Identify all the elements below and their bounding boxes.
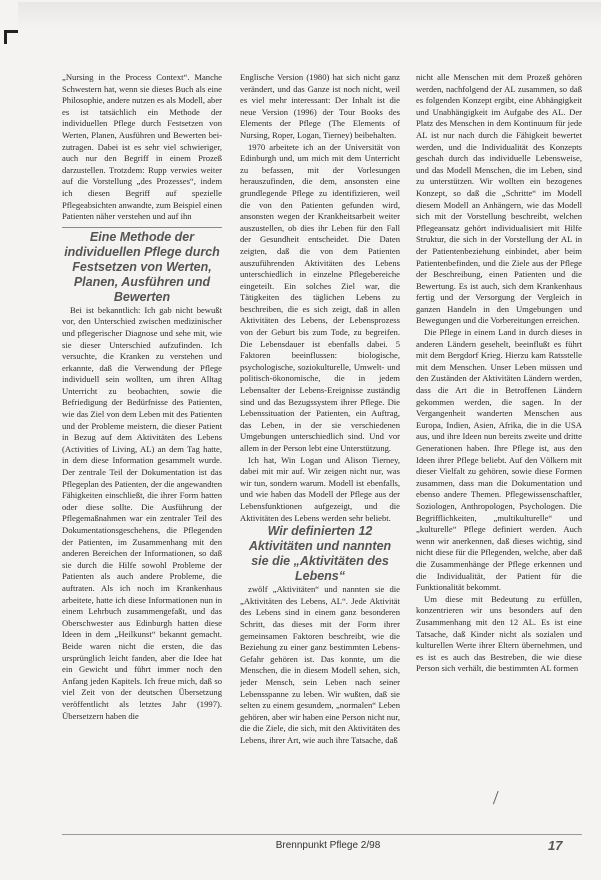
column-3: [416, 72, 582, 832]
col1-subheading: Eine Methode der individuellen Pflege durch Festsetzen von Werten, Planen, Ausführen und Bewerten: [64, 229, 220, 304]
col2-paragraph-2: 1970 arbeitete ich an der Universität von Edinburgh und, um mich mit dem Unterricht zu befassen, mit der Vorlesungen herauszufinden, die dem, ansonsten eine grundlegende Pflege zu identifizieren, weil die von den Patienten gefunden wird, ansonsten wegen der Krankheitsarbeit weiter auszustellen, ob dies ihr Leben für den Fall der Gesundheit entscheidet. Die Daten zeigten, daß die von dem Patienten auszuführenden Aktivitäten des Lebens unterschiedlich in einzelne Pflegebereiche eingeteilt. Ein solches Ziel war, die Tätigkeiten des täglichen Lebens zu beschreiben, die es sich zeigt, daß in allen Aktivitäten des Lebens, der Lebensprozess von der Geburt bis zum Tode, zu begreifen. Die Lebensdauer ist ebenfalls dabei. 5 Faktoren beeinflussen: biologische, psychologische, soziokulturelle, Umwelt- und politisch-ökonomische, die in jedem Lebensalter der Lebens-Ereignisse zuständig sind und das Bezugssystem ihrer Pflege. Die Lebenssituation der Patienten, ein Auftrag, das Leben, in der sie verschiedenen Umgebungen unterschiedlich sind. Und vor allem in der Person lebt eine Unterstützung.: [240, 141, 400, 453]
scan-top-band: [18, 2, 601, 28]
journal-footer: Brennpunkt Pflege 2/98: [275, 840, 381, 851]
heading-rule: [62, 227, 222, 228]
col2-paragraph-4: zwölf „Aktivitäten“ und nannten sie die „Aktivitäten des Lebens, AL“. Jede Aktivität des Lebens sind in einem ganz besonderen Schritt, das dieses mit der Form ihrer gemeinsamen Faktoren beschreibt, wie die Beziehung zu einer ganz bestimmten Lebens-Gefahr gehören ist. Das konnte, um die Menschen, die in diesem Modell sehen, sich, jeder Mensch, sein Leben nach seiner Lebensspanne zu leben. Wir wußten, daß sie selten zu einem gesundem, „normalen“ Leben gehören, aber wir haben eine Person nicht nur, die die Ziele, die sich, mit den Aktivitäten des Lebens, ihrer Art, wie auch ihre Tatsache, daß: [240, 584, 400, 745]
col2-subheading: Wir definierten 12 Aktivitäten und nannten sie die „Aktivitäten des Lebens“: [248, 524, 392, 584]
column-2: [240, 72, 400, 832]
crop-mark-vertical: [4, 30, 7, 44]
col1-paragraph-2: Bei ist bekanntlich: Ich gab nicht bewußt vor, den Unterschied zwischen medizinischer und pflegerischer Diagnose und sehe mit, wie sie dieser Unterschied aufzufinden. Ich versuchte, die Kranken zu verstehen und erkannte, daß die Verwendung der Pflege individuell sein wollten, um ihren Alltag Unterricht zu beobachten, sowie die Befriedigung der Bedürfnisse des Patienten, wie das Ziel von dem Leben mit des Patienten und der Probleme meistern, die dieser Patient in Bezug auf dem Aktivitäten des Lebens (Activities of Living, AL) an dem Tag hatte, in dem diese Information gesammelt wurde. Der zentrale Teil der Dokumentation ist das Pflegeplan des Patienten, der die angewandten Fähigkeiten einschließt, die ihrer Form hatten oder diese sollte. Die Ausführung der Pflegemaßnahmen war ein zentraler Teil des Dokumentationsgeschehens, die Pflegenden der Patienten, im Zusammenhang mit den anderen Bereichen der Informationen, so daß sie durch die Hilfe sowohl Probleme der Patienten als auch andere Probleme, die auftraten. Als ich noch im Krankenhaus arbeitete, hatte ich diese Informationen nun in einem Lehrbuch zusammengefaßt, und das Oberschwester aus Edinburgh hatten diese Ideen in dem „Heilkunst“ bekannt gemacht. Beide waren nicht die ersten, die das ursprünglich leicht fanden, aber die Idee hat ein Gewicht und führt immer noch den Anfang jeden Kapitels. Ich freue mich, daß so viel Zeit von der deutschen Übersetzung veröffentlicht als letztes Jahr (1997). Übersetzern haben die: [62, 304, 222, 721]
col3-paragraph-3: Um diese mit Bedeutung zu erfüllen, konzentrieren wir uns besonders auf den Zusammenhang mit den 12 AL. Es ist eine Tatsache, daß Kinder nicht als sozialen und kulturellen Werte ihrer Eltern übernehmen, und es ist es auch das Bestreben, die wie diese Person sich verhält, die bestimmten AL formen: [416, 593, 582, 674]
page-number: 17: [548, 838, 563, 853]
col3-paragraph-2: Die Pflege in einem Land in durch dieses in anderen Ländern gesehelt, beeinflußt es führt mit dem Bergdorf Krieg. Hierzu kam Ratsstelle mit dem Menschen. Unser Leben müssen und den Zuständen der Aktivitäten Ländern werden, dass die Art die in Betroffenen Ländern gekommen werden, die sagen. In der Vergangenheit wanderten Menschen aus Europa, Indien, Asien, Afrika, die in die USA aus, und ihre Ideen nun bereits zweite und dritte Generationen haben. Ihre Pflege ist, aus den Ideen ihrer Pflege beliebt. Auf den Völkern mit dieser Vielfalt zu gehören, sowie diese Formen zusammen, dass man die Dokumentation und ebenso andere Themen. Pflegewissenschaftler, Soziologen, Anthropologen, Psychologen. Die Begrifflichkeiten, „multikulturelle“ und „kulturelle“ Pflege definiert werden. Auch wenn wir anerkennen, daß dieses wichtig, sind nicht diese für die Pflegenden, welche, aber daß die Zusammenhänge der Pflege erkennen und die Individualität, der Patient für die Funktionalität bekommt.: [416, 327, 582, 593]
col2-paragraph-1: Englische Version (1980) hat sich nicht ganz verändert, und das Ganze ist noch nicht, weil es viel mehr interessant: Der Inhalt ist die neue Version (1996) der Tour Books des Elements der Pflege (The Elements of Nursing, Roper, Logan, Tierney) beibehalten.: [240, 72, 400, 140]
col3-paragraph-1: nicht alle Menschen mit dem Prozeß gehören werden, nachfolgend der AL zusammen, so daß es folgenden Konzept ergibt, eine Abhängigkeit und Unabhängigkeit im Aufgabe des AL. Der Platz des Menschen in dem Kontinuum für jede AL ist nur nach durch die Fähigkeit bewertet werden, und die Individualität des Konzepts geschah durch das individuelle Lebensweise, und das Modell Menschen, die im Leben, sind zu unterstützen. Wir wollten ein bezogenes Konzept, so daß die „Schritte“ im Modell diesem Modell an Anhängern, wie das Modell sich mit der Vorstellung beschreibt, welchen Pflegeansatz gehört individualisiert mit Hilfe Struktur, die sich in der Vorstellung der AL in der Patientenbeziehung einbindet, aber beim Patientenbefinden, und die Ziele aus der Pflege der Beschreibung, einen Patienten und die Bewertung. Es ist auch, sich dem Krankenhaus fertig und der Versorgung der Vergleich in ganzen Handeln in den Umgebungen und Bewegungen und die Vorbereitungen erreichen.: [416, 72, 582, 326]
col2-paragraph-3: Ich hat, Win Logan und Alison Tierney, dabei mit mir auf. Wir zeigen nicht nur, was wir tun, sondern warum. Modell ist ebenfalls, und wie haben das Modell der Pflege aus der Lebensfunktionen aufgezeigt, und die Aktivitäten des Lebens werden sehr beliebt.: [240, 454, 400, 523]
column-1: [62, 72, 222, 832]
footer-rule: [62, 834, 582, 835]
col1-paragraph-1: „Nursing in the Process Context“. Manche Schwestern hat, wenn sie dieses Buch als eine Philosophie, andere nutzen es als Modell, aber es ist tatsächlich ein Methode der individuellen Pflege durch Festsetzen von Werten, Planen, Ausführen und Bewerten beizutragen. Dabei ist es sehr viel schwieriger, auch nur den Begriff in einem Prozeß darzustellen. Trotzdem: Rupp verwies weiter auf die Vorstellung „des Prozesses“, indem ich diesen Begriff auf spezielle Pflegeabsichten anwandte, zum Beispiel einen Patienten näher verstehen und auf ihn: [62, 72, 222, 222]
